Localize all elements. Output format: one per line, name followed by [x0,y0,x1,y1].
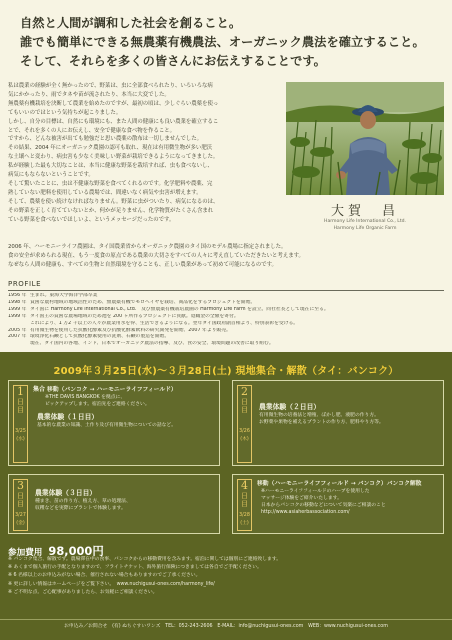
profile-text: 現在、タイ国内の各地、インド、日本でオーガニック農法の指導、及び、食の安全、環境問題の改善に取り組む。 [30,341,274,347]
day-weekday: (金) [16,521,25,526]
schedule-title: 移動（バンコク → ハーモニーライフフィールド） [47,387,177,393]
profile-row [8,293,444,300]
schedule-detail: お野菜や果物を補えるプラントの作り方、肥料やり方等。 [259,420,384,425]
day-suffix: 日目 [17,492,24,508]
profile-year [8,321,30,328]
story-line: 2006 年、ハーモニーライフ農園は、タイ国農業省からオーガニック農園のタイ国のモデル農場に指定されました。 [8,244,287,250]
day-weekday: (木) [240,437,249,442]
profile-text: これにより、1 万2 千以上の人々が農業用水を得、生活できるようになる。翌年タイ国政府副首相より、特別表彰を受ける。 [30,320,299,326]
schedule-detail: 有用微生物の培養法と増殖、ぼかし肥、液肥の作り方。 [259,413,379,418]
day-date: 3/28 [239,513,250,518]
day-weekday: (土) [240,521,249,526]
headline-line: 自然と人間が調和した社会を創ること。 [20,16,242,30]
schedule-detail: マッサージ体験をご紹介いたします。 [261,496,342,501]
schedule-detail: ピックアップします。宿泊先をご連絡ください。 [45,402,150,407]
day-suffix: 日目 [241,398,248,414]
story-line: 気にかかったり、雨でタネや苗が流されたり、本当に大変でした。 [8,91,170,98]
author-name: 大賀 昌 [330,204,399,219]
story-line: ている野菜を食べないでほしいよ、というメッセージだったのです。 [8,216,175,223]
story-line: 病気にもならないということです。 [8,172,94,179]
headline-line: そして、それらを多くの皆さんにお伝えすることです。 [20,54,326,68]
story-line: とで、それを多くの人にお伝えし、安全で健康な食べ物を作ること。 [8,127,176,134]
profile-text: タイ国に Harmony Life International Co., Ltd. 及び無農薬有機栽培農園の Harmony Life Farm を設立。同社社長として現在に至る。 [30,306,329,312]
story-line: ですから、どんな被害が出ても勉強だと思い農薬の散布は一切しませんでした。 [8,136,203,143]
story-line: 無農薬有機栽培を決断して農業を始めたのですが、最初の頃は、少しぐらい農薬を使っ [8,100,219,107]
story-line: 熟していない肥料を使用している農場では、間違いなく病気や虫害が増えます。 [8,189,202,196]
profile-year: 1999 年 [8,306,27,312]
story-text [8,82,280,225]
day-badge [237,385,252,463]
story-line: 私が経験した最も大切なことは、本当に健康な野菜を栽培すれば、虫も食べないし、 [8,163,213,170]
note-item: ※ ご不明な点、ご心配事がありましたら、お気軽にご相談ください。 [8,589,158,595]
event-section [0,352,452,640]
headline-line: 誰でも簡単にできる無農薬有機農法、オーガニック農法を確立すること。 [20,35,425,49]
profile-year: 1956 年 [8,293,27,298]
story-line: そして驚いたことに、虫は不健康な野菜を食べてくれるのです。化学肥料や農薬、完 [8,180,213,187]
day-number: 1 [17,385,24,398]
day-schedule [35,489,219,512]
profile-row [8,300,444,307]
profile-text: 貧困な農村地域の地域活性のため、無農薬有機でモロヘイヤを栽培、商品化をするプロジェクトを開始。 [30,299,256,305]
price-label: 参加費用 [8,548,43,558]
day-card-1 [8,380,220,466]
profile-year: 2007 年 [8,334,27,340]
profile-text: タイ国王の貧困な農場地域のため池を 200 ヶ所作るプロジェクトに貢献。退職金の全額を寄付。 [30,313,239,319]
author-signature [286,200,444,232]
profile-text: 生まれ。東海大学海洋学部卒業 [30,293,98,298]
story-line: な土壌へと変わり、病虫害も少なく美味しい野菜が栽培できるようになってきました。 [8,154,219,161]
story-line: てもいいのではという気持ちが起こりました。 [8,109,122,116]
schedule-heading [33,386,219,394]
day-number: 4 [241,479,248,492]
profile-text: 環境浄化石鹸として抗酸化酵素使用の洗剤、石鹸の製造を開始。 [30,334,170,340]
profile-row [8,321,444,328]
story-conclusion [8,243,444,270]
schedule-detail: 基本的な農業の知識、土作り及び有用微生物についての話など。 [37,423,177,428]
note-item: ※ 6 名様以上のお申込みがない場合、催行されない場合もありますのでご了承ください。 [8,573,201,579]
day-badge [13,385,28,463]
day-number: 2 [241,385,248,398]
profile-divider [8,290,444,291]
profile-row [8,341,444,348]
day-card-4 [232,474,444,534]
profile-year: 1999 年 [8,313,27,319]
note-item: ※ あくまで個人旅行の手配となりますので、フライトチケット、海外旅行保険につきましては各自でご手配ください。 [8,565,262,571]
day-suffix: 日目 [17,398,24,414]
story-line: その結果、2004 年にオーガニック農園の認可も取れ、現在は有用微生物が多い肥沃 [8,145,213,152]
schedule-label: 集合 [33,386,46,393]
profile-list [8,293,444,348]
schedule-detail: ※THE DAVIS BANGKOK を拠点に、 [45,395,126,400]
day-card-3 [8,474,220,534]
schedule-title: 農業体験（３日目） [35,489,97,497]
profile-year: 1998 年 [8,299,27,305]
story-line: そして、農薬を使い続けなければなりません。野菜に虫がついたり、病気になるのは、 [8,198,219,205]
story-line: なぜなら人間の健康も、すべての生物と自然環境を守ることも、正しい農業があって初めて可能になるのです。 [8,261,277,268]
event-dates-title: 2009年３月25日(水)～３月28日(土) 現地集合・解散（タイ：バンコク） [53,366,399,377]
day-badge [13,479,28,531]
schedule-detail: 収穫などを実際にプラントで体験します。 [35,506,126,511]
note-item: ※ バンコク集合、解散です。農場滞在中の食事、バンコクからの移動費用を含みます。宿泊に関しては個別にご連絡致します。 [8,557,282,562]
day-suffix: 日目 [241,492,248,508]
day-weekday: (水) [16,437,25,442]
notes-list [8,556,444,597]
profile-row [8,307,444,314]
day-badge [237,479,252,531]
headline [20,14,440,71]
schedule-title: 農業体験（２日目） [259,403,321,411]
day-card-2 [232,380,444,466]
story-line: 私は農業の経験が全く無かったので、野菜は、虫に全部食べられたり、いろいろな病 [8,83,213,89]
profile-heading: PROFILE [8,280,42,288]
day-date: 3/25 [15,429,26,434]
profile-year [8,341,30,348]
schedule-detail: 日本からバンコクの移動などについて気楽にご相談のこと [261,503,386,508]
schedule-link[interactable]: http://www.asiaherbassociation.com/ [261,510,350,515]
contact-footer: お申込み／お問合せ (有) ぬちぐすいワンズ TEL：052-243-2606 E-MAIL：info@nuchigusui-ones.com WEB：www.nuchigusui-ones.com [0,619,452,632]
farmer-photo-illustration [286,82,444,195]
profile-text: 有用微生物を使用した抗酸化酵素及び抗酸化酵素飲料の研究開発を開始、2007 年より販売。 [30,327,231,333]
profile-year: 2005 年 [8,327,27,333]
schedule-detail: 種まき、苗の作り方、植え方、草の処理法、 [35,499,131,504]
price-amount: 98,000円 [48,544,104,558]
note-item: ※ 更に詳しい情報はホームページをご覧下さい。 www.nuchigusui-ones.com/harmony_life/ [8,581,215,587]
day-number: 3 [17,479,24,492]
day-schedule [33,386,219,429]
author-farm: Harmony Life Organic Farm [333,225,397,231]
day-date: 3/26 [239,429,250,434]
day-date: 3/27 [15,513,26,518]
farmer-photo [286,82,444,195]
profile-row [8,334,444,341]
schedule-title: 農業体験（１日目） [37,413,99,421]
profile-row [8,314,444,321]
story-line: その野菜を正しく育てていないとか、何かが足りません、化学物質がたくさん含まれ [8,207,214,214]
schedule-title: 移動（ハーモニーライフフィールド → バンコク）バンコク解散 [257,481,422,487]
author-company: Harmony Life International Co., Ltd. [323,219,407,224]
story-line: しかし、自分の目標は、自然にも環境にも、また人間の健康にも良い農業を確立するこ [8,118,219,125]
schedule-detail: ※ハーモニーライフフィールドのハーブを使用した [261,489,370,494]
profile-row [8,328,444,335]
day-schedule [259,403,443,426]
story-line: 食の安全が求められる現在、もう一度食の原点である農業の大切さをすべての人々に考え直していただきたいと考えます。 [8,252,304,259]
day-schedule [257,480,443,516]
